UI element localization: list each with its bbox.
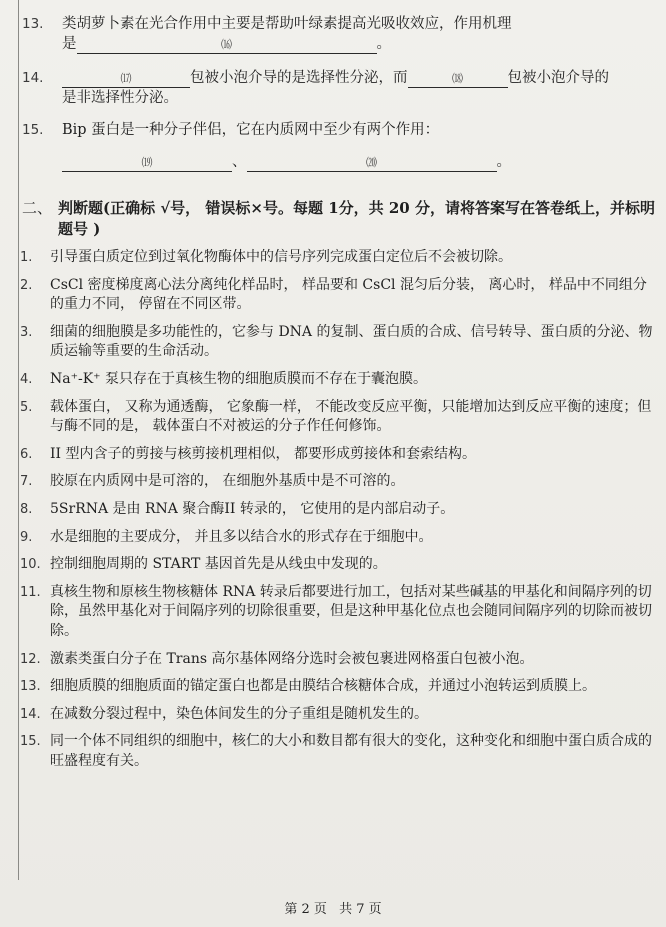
answer-blank-18: [408, 71, 508, 88]
item-text: Na⁺-K⁺ 泵只存在于真核生物的细胞质膜而不存在于囊泡膜。: [50, 370, 428, 387]
question-text: 包被小泡介导的: [507, 70, 609, 86]
judgment-list: [22, 248, 658, 771]
blank-number: ⒇: [366, 156, 377, 169]
judgment-item-1: [22, 248, 658, 268]
section-title: 判断题(正确标 √号， 错误标×号。每题 1分，共 20 分，请将答案写在答卷纸上，并标明题号 ): [58, 199, 655, 238]
answer-blank-16: [77, 37, 377, 54]
item-number: 7.: [20, 474, 33, 490]
judgment-item-4: [22, 370, 658, 390]
question-text: 。: [376, 36, 391, 52]
item-number: 1.: [20, 250, 33, 265]
question-text: 、: [232, 154, 247, 170]
fill-question-14: [22, 68, 658, 108]
answer-blank-19: [62, 155, 232, 172]
blank-number: ⒄: [120, 72, 132, 85]
judgment-item-12: [22, 650, 658, 670]
page-footer: [0, 898, 666, 917]
item-number: 5.: [20, 399, 33, 415]
item-number: 13.: [20, 679, 41, 695]
item-text: 5SrRNA 是由 RNA 聚合酶II 转录的， 它使用的是内部启动子。: [50, 500, 455, 517]
item-number: 8.: [20, 501, 33, 517]
question-number: 14.: [22, 70, 44, 86]
blank-number: ⒅: [452, 72, 463, 85]
answer-blank-17: [62, 71, 190, 88]
question-text: 是非选择性分泌。: [62, 90, 178, 106]
judgment-item-5: [22, 398, 658, 437]
judgment-item-3: [22, 323, 658, 362]
blank-number: ⒃: [221, 38, 232, 51]
judgment-item-11: [22, 583, 658, 642]
page-number: 第 2 页: [284, 902, 327, 917]
item-number: 9.: [20, 529, 33, 545]
item-text: 细胞质膜的细胞质面的锚定蛋白也都是由膜结合核糖体合成，并通过小泡转运到质膜上。: [50, 678, 596, 695]
item-text: 控制细胞周期的 START 基因首先是从线虫中发现的。: [50, 556, 387, 573]
item-text: 在减数分裂过程中，染色体间发生的分子重组是随机发生的。: [50, 705, 428, 722]
item-number: 11.: [20, 584, 41, 600]
fill-question-13: [22, 14, 658, 54]
margin-rule: [18, 0, 19, 880]
item-number: 12.: [20, 651, 41, 667]
item-text: CsCl 密度梯度离心法分离纯化样品时， 样品要和 CsCl 混匀后分装， 离心时， 样品中不同组分的重力不同， 停留在不同区带。: [50, 276, 647, 313]
item-number: 15.: [20, 734, 41, 750]
fill-question-15: [22, 120, 658, 172]
question-text: 是: [62, 36, 77, 52]
judgment-item-8: [22, 500, 658, 520]
judgment-item-6: [22, 445, 658, 465]
blank-number: ⒆: [141, 156, 153, 169]
item-number: 10.: [20, 557, 41, 573]
judgment-item-7: [22, 472, 658, 492]
item-text: 激素类蛋白分子在 Trans 高尔基体网络分选时会被包裹进网格蛋白包被小泡。: [50, 650, 534, 667]
item-number: 14.: [20, 706, 41, 722]
judgment-item-13: [22, 677, 658, 697]
item-number: 2.: [20, 277, 33, 293]
page-total: 共 7 页: [339, 902, 382, 917]
judgment-item-14: [22, 705, 658, 725]
item-number: 3.: [20, 324, 33, 340]
item-text: 胶原在内质网中是可溶的， 在细胞外基质中是不可溶的。: [50, 473, 405, 490]
item-text: 载体蛋白， 又称为通透酶， 它象酶一样， 不能改变反应平衡，只能增加达到反应平衡的速度；但与酶不同的是， 载体蛋白不对被运的分子作任何修饰。: [50, 398, 652, 435]
judgment-item-9: [22, 528, 658, 548]
section-heading: [22, 198, 658, 240]
question-number: 13.: [22, 16, 44, 32]
question-number: 15.: [22, 122, 44, 138]
judgment-item-15: [22, 732, 658, 771]
item-number: 6.: [20, 446, 33, 462]
item-text: 真核生物和原核生物核糖体 RNA 转录后都要进行加工，包括对某些碱基的甲基化和间隔序列的切除，虽然甲基化对于间隔序列的切除很重要，但是这种甲基化位点也会随同间隔序列的切除而被切除。: [50, 583, 652, 639]
section-number: 二、: [22, 199, 53, 217]
item-text: 引导蛋白质定位到过氧化物酶体中的信号序列完成蛋白定位后不会被切除。: [50, 249, 512, 265]
question-text: 包被小泡介导的是选择性分泌，而: [190, 70, 408, 86]
judgment-item-2: [22, 276, 658, 315]
item-text: 水是细胞的主要成分， 并且多以结合水的形式存在于细胞中。: [50, 528, 433, 545]
item-text: 同一个体不同组织的细胞中，核仁的大小和数目都有很大的变化，这种变化和细胞中蛋白质合成的旺盛程度有关。: [50, 733, 652, 769]
question-text: 类胡萝卜素在光合作用中主要是帮助叶绿素提高光吸收效应，作用机理: [62, 16, 512, 32]
judgment-item-10: [22, 555, 658, 575]
answer-blank-20: [247, 155, 497, 172]
item-text: II 型内含子的剪接与核剪接机理相似， 都要形成剪接体和套索结构。: [50, 445, 476, 462]
page-content: [22, 14, 658, 779]
item-number: 4.: [20, 371, 33, 387]
question-text: 。: [496, 154, 511, 170]
item-text: 细菌的细胞膜是多功能性的，它参与 DNA 的复制、蛋白质的合成、信号转导、蛋白质的分泌、物质运输等重要的生命活动。: [50, 323, 653, 360]
question-text: Bip 蛋白是一种分子伴侣，它在内质网中至少有两个作用：: [62, 122, 440, 138]
